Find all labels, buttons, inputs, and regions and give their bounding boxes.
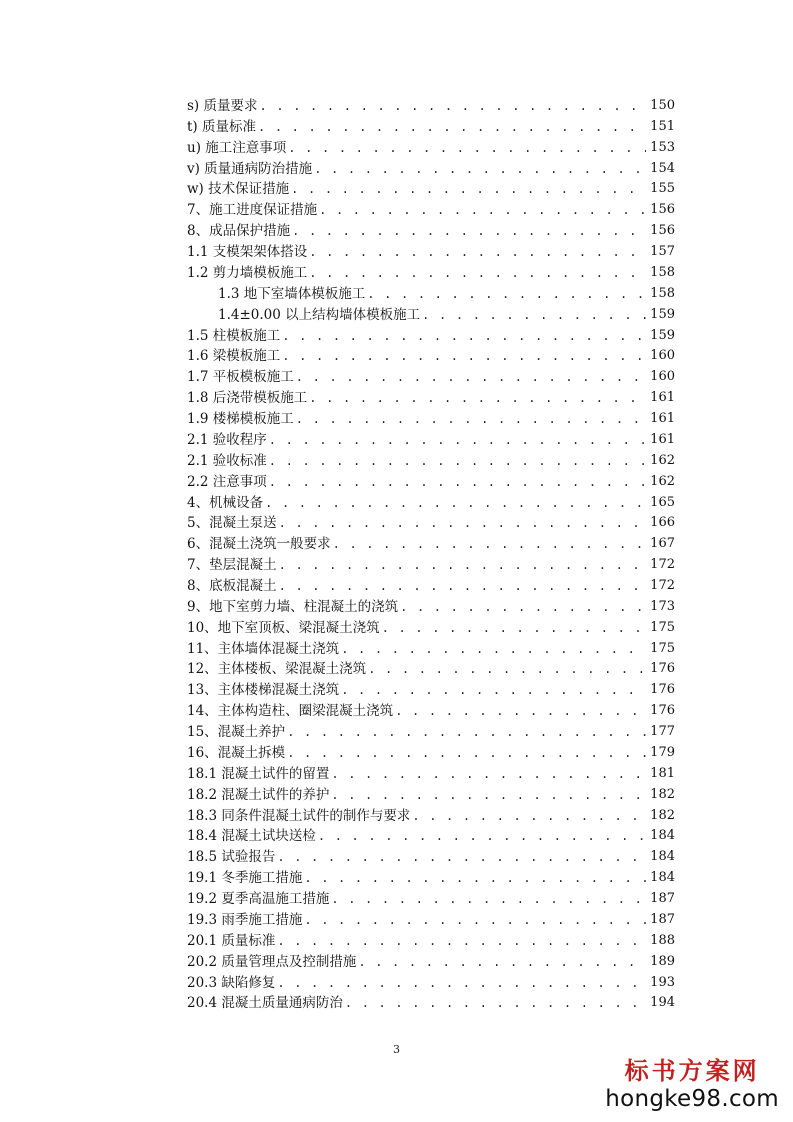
toc-entry-page: 156 [650,223,675,239]
toc-entry[interactable] [187,659,675,679]
toc-entry[interactable] [187,806,675,826]
toc-entry-page: 165 [650,494,675,510]
toc-entry[interactable] [187,701,675,721]
toc-dot-leader [331,889,646,909]
toc-entry-title: 1.6 梁模板施工 [187,348,281,365]
toc-entry[interactable] [187,993,675,1013]
toc-dot-leader [260,96,647,116]
toc-entry-page: 175 [650,619,675,635]
toc-entry[interactable] [187,910,675,930]
toc-entry-title: 18.1 混凝土试件的留置 [187,765,330,782]
toc-entry-title: 20.2 质量管理点及控制措施 [187,953,357,970]
toc-entry-page: 177 [650,724,675,740]
toc-dot-leader [333,534,647,554]
toc-entry-page: 156 [650,202,675,218]
toc-entry-title: 20.4 混凝土质量通病防治 [187,995,343,1012]
toc-entry-page: 161 [650,411,675,427]
toc-dot-leader [269,451,646,471]
toc-dot-leader [382,618,646,638]
toc-dot-leader [296,367,646,387]
toc-dot-leader [279,555,647,575]
toc-entry[interactable] [187,576,675,596]
toc-dot-leader [304,868,646,888]
toc-entry[interactable] [187,826,675,846]
toc-entry-page: 176 [650,682,675,698]
toc-dot-leader [277,931,646,951]
watermark-url: hongke98.com [605,1086,779,1112]
toc-entry-title: 14、主体构造柱、圈梁混凝土浇筑 [187,703,394,720]
toc-dot-leader [269,430,646,450]
toc-dot-leader [277,973,646,993]
toc-entry-page: 172 [650,557,675,573]
toc-entry-page: 184 [650,828,675,844]
toc-entry[interactable] [187,221,675,241]
toc-entry-page: 167 [650,536,675,552]
toc-entry-title: 6、混凝土浇筑一般要求 [187,536,331,553]
toc-entry[interactable] [187,952,675,972]
toc-dot-leader [318,826,646,846]
toc-dot-leader [331,785,646,805]
toc-entry-page: 176 [650,703,675,719]
toc-entry-title: 2.1 验收标准 [187,452,267,469]
toc-entry-title: 19.2 夏季高温施工措施 [187,891,330,908]
toc-entry-title: s) 质量要求 [187,98,258,114]
toc-entry-title: 20.3 缺陷修复 [187,974,276,991]
toc-entry[interactable] [187,889,675,909]
toc-dot-leader [309,263,646,283]
toc-entry-title: 1.9 楼梯模板施工 [187,411,294,428]
toc-entry-page: 193 [650,974,675,990]
toc-entry[interactable] [187,388,675,408]
toc-entry-title: 19.1 冬季施工措施 [187,870,303,887]
toc-entry-title: 1.2 剪力墙模板施工 [187,264,308,281]
toc-entry[interactable] [187,263,675,283]
toc-entry-title: 12、主体楼板、梁混凝土浇筑 [187,661,367,678]
toc-dot-leader [412,806,646,826]
toc-entry-page: 182 [650,807,675,823]
toc-entry-title: 8、成品保护措施 [187,223,291,240]
toc-entry[interactable] [187,159,675,179]
toc-entry-page: 187 [650,911,675,927]
toc-entry-page: 182 [650,786,675,802]
toc-entry[interactable] [187,555,675,575]
toc-entry-page: 155 [650,181,675,197]
toc-entry[interactable] [218,305,675,325]
toc-entry[interactable] [187,764,675,784]
toc-entry-title: 19.3 雨季施工措施 [187,911,303,928]
toc-dot-leader [309,242,646,262]
toc-dot-leader [358,952,646,972]
toc-entry[interactable] [187,743,675,763]
toc-dot-leader [341,639,646,659]
toc-entry[interactable] [187,680,675,700]
toc-entry-page: 176 [650,661,675,677]
toc-entry-title: 10、地下室顶板、梁混凝土浇筑 [187,619,380,636]
toc-entry[interactable] [187,973,675,993]
toc-entry-title: 18.3 同条件混凝土试件的制作与要求 [187,807,411,824]
toc-entry-title: w) 技术保证措施 [187,181,290,198]
toc-entry-title: u) 施工注意事项 [187,139,287,156]
toc-entry[interactable] [187,618,675,638]
toc-entry-page: 179 [650,744,675,760]
toc-entry-page: 181 [650,765,675,781]
watermark-site-name: 标书方案网 [624,1056,760,1085]
page-number: 3 [393,1043,400,1056]
toc-entry-title: 1.3 地下室墙体模板施工 [218,285,366,302]
toc-dot-leader [395,701,646,721]
toc-entry-page: 158 [650,285,675,301]
toc-entry-page: 184 [650,849,675,865]
toc-dot-leader [287,722,646,742]
toc-entry[interactable] [187,785,675,805]
toc-entry[interactable] [187,513,675,533]
toc-entry[interactable] [187,179,675,199]
toc-entry[interactable] [187,200,675,220]
toc-dot-leader [314,159,646,179]
toc-entry-title: 2.1 验收程序 [187,431,267,448]
toc-entry-page: 162 [650,452,675,468]
toc-entry[interactable] [187,534,675,554]
toc-dot-leader [422,305,646,325]
toc-dot-leader [292,221,646,241]
toc-entry-title: v) 质量通病防治措施 [187,160,313,177]
toc-entry-title: 18.4 混凝土试块送检 [187,828,316,845]
toc-entry[interactable] [187,639,675,659]
toc-entry[interactable] [187,346,675,366]
toc-dot-leader [291,179,646,199]
toc-entry[interactable] [187,138,675,158]
toc-entry-page: 157 [650,244,675,260]
toc-entry-title: t) 质量标准 [187,118,256,135]
toc-dot-leader [331,764,646,784]
toc-entry[interactable] [187,430,675,450]
toc-entry-page: 160 [650,369,675,385]
toc-dot-leader [345,993,646,1013]
toc-entry[interactable] [187,597,675,617]
toc-entry-page: 161 [650,390,675,406]
toc-dot-leader [304,910,646,930]
toc-entry-page: 150 [650,98,675,113]
toc-entry-title: 7、施工进度保证措施 [187,202,318,219]
toc-entry-page: 160 [650,348,675,364]
toc-dot-leader [341,680,646,700]
toc-entry-title: 18.5 试验报告 [187,849,276,866]
toc-entry-page: 162 [650,473,675,489]
toc-entry[interactable] [187,722,675,742]
toc-dot-leader [279,513,647,533]
toc-entry-title: 20.1 质量标准 [187,932,276,949]
toc-dot-leader [282,346,646,366]
toc-dot-leader [287,743,646,763]
watermark-logo [605,1056,779,1112]
toc-entry[interactable] [187,242,675,262]
toc-entry-title: 16、混凝土拆模 [187,744,286,761]
toc-entry[interactable] [187,117,675,137]
toc-entry[interactable] [187,931,675,951]
toc-entry-title: 5、混凝土泵送 [187,515,277,532]
toc-entry[interactable] [187,847,675,867]
toc-dot-leader [282,326,646,346]
toc-dot-leader [309,388,646,408]
toc-dot-leader [367,284,646,304]
toc-entry-title: 18.2 混凝土试件的养护 [187,786,330,803]
toc-entry-page: 194 [650,995,675,1011]
toc-entry-page: 151 [650,118,675,134]
toc-dot-leader [368,659,646,679]
toc-entry-title: 4、机械设备 [187,494,264,511]
toc-entry-title: 7、垫层混凝土 [187,557,277,574]
toc-entry-page: 159 [650,327,675,343]
toc-entry-page: 188 [650,932,675,948]
toc-entry[interactable] [187,868,675,888]
toc-entry-page: 154 [650,160,675,176]
toc-entry-page: 166 [650,515,675,531]
toc-dot-leader [288,138,646,158]
toc-entry-title: 1.4±0.00 以上结构墙体模板施工 [218,306,421,323]
toc-entry[interactable] [187,367,675,387]
toc-entry[interactable] [187,493,675,513]
toc-entry-page: 175 [650,640,675,656]
toc-entry-page: 184 [650,870,675,886]
toc-entry-page: 158 [650,264,675,280]
toc-entry-title: 8、底板混凝土 [187,578,277,594]
toc-entry[interactable] [187,451,675,471]
toc-entry-page: 159 [650,306,675,322]
toc-entry-title: 9、地下室剪力墙、柱混凝土的浇筑 [187,598,399,615]
toc-dot-leader [258,117,646,137]
toc-entry-title: 1.7 平板模板施工 [187,369,294,386]
toc-dot-leader [400,597,646,617]
toc-entry[interactable] [187,326,675,346]
toc-entry-title: 1.5 柱模板施工 [187,327,281,344]
toc-entry-title: 1.1 支模架架体搭设 [187,244,308,261]
toc-dot-leader [269,472,646,492]
toc-dot-leader [279,576,647,596]
toc-entry-title: 13、主体楼梯混凝土浇筑 [187,682,340,699]
toc-entry-title: 1.8 后浇带模板施工 [187,390,308,407]
toc-entry[interactable] [187,409,675,429]
toc-entry-page: 187 [650,891,675,907]
toc-entry-page: 173 [650,598,675,614]
toc-dot-leader [265,493,646,513]
toc-entry-page: 189 [650,953,675,969]
toc-entry-page: 172 [650,578,675,593]
toc-entry-page: 153 [650,139,675,155]
toc-entry-title: 11、主体墙体混凝土浇筑 [187,640,340,657]
toc-dot-leader [277,847,646,867]
toc-entry-page: 161 [650,431,675,447]
toc-entry-title: 15、混凝土养护 [187,724,286,741]
toc-dot-leader [319,200,646,220]
toc-dot-leader [296,409,646,429]
toc-entry[interactable] [218,284,675,304]
toc-entry-title: 2.2 注意事项 [187,473,267,490]
toc-entry[interactable] [187,96,675,116]
toc-entry[interactable] [187,472,675,492]
